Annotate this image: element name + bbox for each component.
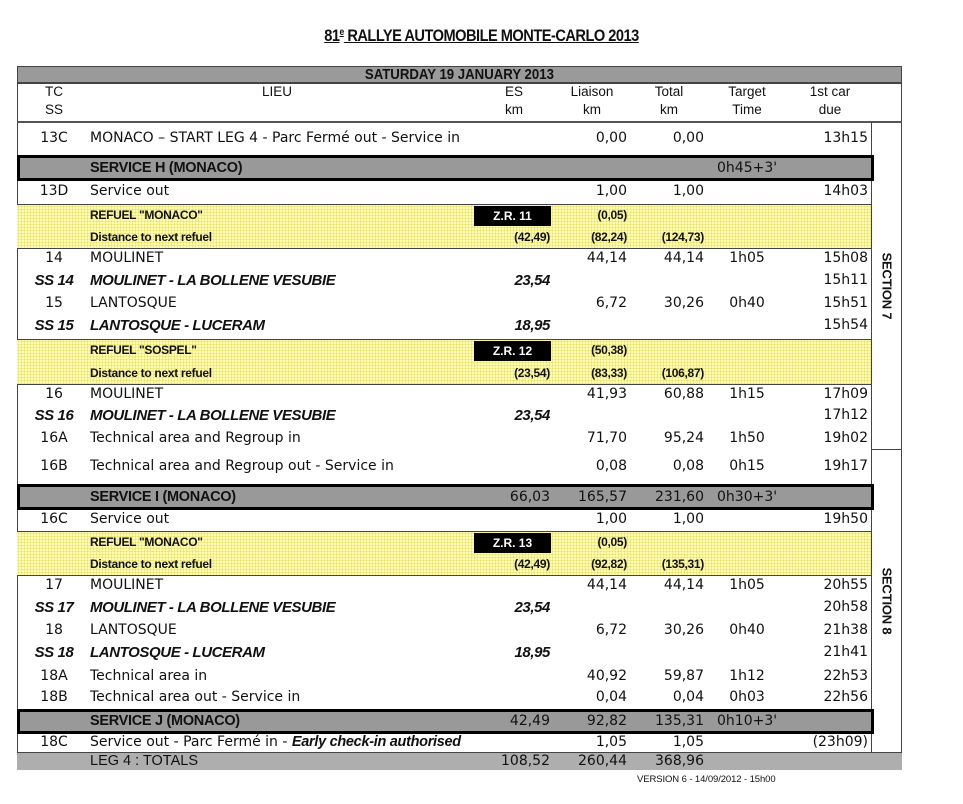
grand-total: 368,96	[655, 753, 704, 769]
target-cell: 0h40	[729, 295, 765, 311]
total-cell: 44,14	[663, 250, 704, 266]
table-row-16A	[17, 430, 871, 452]
lieu-cell: MONACO – START LEG 4 - Parc Fermé out - Service in	[90, 130, 460, 146]
es-cell: (23,54)	[514, 366, 550, 380]
lieu-cell: Technical area in	[90, 668, 208, 684]
refuel-block-monaco-1	[17, 205, 871, 248]
col-first-car-due: 1st car due	[809, 84, 851, 117]
service-row-H	[17, 155, 874, 181]
stage-row-ss15	[17, 317, 871, 339]
tc-cell: 18A	[40, 668, 68, 684]
es-cell: (42,49)	[514, 557, 550, 571]
due-cell: 19h02	[823, 430, 868, 446]
title-superscript: e	[339, 27, 344, 38]
title-text: RALLYE AUTOMOBILE MONTE-CARLO 2013	[343, 26, 639, 45]
refuel-label: REFUEL "MONACO"	[90, 208, 203, 222]
zr-badge: Z.R. 13	[474, 533, 551, 553]
lieu-cell	[90, 734, 461, 750]
total-cell: 44,14	[663, 577, 704, 593]
liaison-cell: 44,14	[586, 250, 627, 266]
zr-liaison-cell: (50,38)	[591, 343, 627, 357]
early-checkin-note: Early check-in authorised	[291, 734, 461, 750]
tc-cell: 18B	[40, 689, 68, 705]
lieu-cell: MOULINET - LA BOLLENE VESUBIE	[90, 407, 336, 424]
target-cell: 0h40	[729, 622, 765, 638]
table-row-14	[17, 250, 871, 272]
lieu-cell: MOULINET - LA BOLLENE VESUBIE	[90, 272, 336, 289]
total-cell: 0,04	[672, 689, 704, 705]
total-cell: 1,05	[672, 734, 704, 750]
due-cell: 15h54	[823, 317, 868, 333]
zr-badge: Z.R. 12	[474, 341, 551, 361]
due-cell: 17h12	[823, 407, 868, 423]
col-target: Target Time	[728, 84, 766, 117]
total-cell: 59,87	[663, 668, 704, 684]
liaison-cell: 1,00	[595, 183, 627, 199]
day-header	[17, 66, 902, 84]
tc-cell: 18C	[40, 734, 68, 750]
total-cell: 1,00	[672, 183, 704, 199]
target-cell: 1h05	[729, 250, 765, 266]
lieu-cell: MOULINET	[90, 577, 164, 593]
liaison-cell: 71,70	[586, 430, 627, 446]
due-cell: 15h08	[823, 250, 868, 266]
col-total: Total km	[654, 84, 684, 117]
lieu-cell: MOULINET	[90, 250, 164, 266]
leg-totals-row	[17, 752, 902, 770]
total-cell: 95,24	[663, 430, 704, 446]
table-row-18C	[17, 734, 871, 752]
lieu-cell: MOULINET	[90, 386, 164, 402]
es-cell: 23,54	[514, 407, 550, 424]
section-8-label: SECTION 8	[879, 567, 895, 635]
day-header-text: SATURDAY 19 JANUARY 2013	[364, 66, 555, 83]
target-cell: 0h30+3'	[717, 489, 778, 505]
total-cell: 135,31	[655, 713, 704, 729]
section-8-box	[871, 449, 902, 752]
distance-label: Distance to next refuel	[90, 230, 212, 244]
tc-cell: 18	[45, 622, 63, 638]
stage-row-ss14	[17, 272, 871, 294]
total-cell: 0,00	[672, 130, 704, 146]
total-cell: 0,08	[672, 458, 704, 474]
liaison-cell: 0,04	[595, 689, 627, 705]
lieu-cell: LANTOSQUE - LUCERAM	[90, 644, 265, 661]
zr-badge: Z.R. 11	[474, 206, 551, 226]
es-cell: 18,95	[514, 644, 550, 661]
es-cell: (42,49)	[514, 230, 550, 244]
refuel-label: REFUEL "MONACO"	[90, 535, 203, 549]
total-cell: (106,87)	[661, 366, 704, 380]
total-cell: (124,73)	[661, 230, 704, 244]
lieu-cell: Service out	[90, 183, 170, 199]
es-cell: 23,54	[514, 599, 550, 616]
col-lieu: LIEU	[261, 84, 292, 99]
total-cell: 231,60	[655, 489, 704, 505]
stage-row-ss17	[17, 599, 871, 621]
section-7-label: SECTION 7	[879, 252, 895, 319]
due-cell: 22h56	[823, 689, 868, 705]
es-cell: 23,54	[514, 272, 550, 289]
table-row-18A	[17, 668, 871, 689]
tc-cell: 13D	[39, 183, 69, 199]
total-cell: (135,31)	[661, 557, 704, 571]
tc-cell: SS 16	[34, 407, 74, 424]
liaison-cell: 0,00	[595, 130, 627, 146]
tc-cell: 16	[45, 386, 63, 402]
liaison-cell: 0,08	[595, 458, 627, 474]
version-footer: VERSION 6 - 14/09/2012 - 15h00	[637, 774, 776, 785]
zr-liaison-cell: (0,05)	[597, 535, 627, 549]
target-cell: 1h15	[729, 386, 765, 402]
due-cell: 15h11	[823, 272, 868, 288]
tc-cell: SS 18	[34, 644, 74, 661]
refuel-block-sospel	[17, 340, 871, 384]
due-cell: 20h58	[823, 599, 868, 615]
zr-liaison-cell: (0,05)	[597, 208, 627, 222]
row-divider	[17, 575, 871, 576]
liaison-cell: 92,82	[586, 713, 627, 729]
tc-cell: 16C	[40, 511, 68, 527]
lieu-cell: LANTOSQUE	[90, 622, 177, 638]
due-cell: 15h51	[823, 295, 868, 311]
due-cell: 22h53	[823, 668, 868, 684]
liaison-cell: (92,82)	[591, 557, 627, 571]
total-cell: 60,88	[663, 386, 704, 402]
total-cell: 30,26	[663, 622, 704, 638]
due-cell: 21h38	[823, 622, 868, 638]
stage-row-ss18	[17, 644, 871, 666]
refuel-block-monaco-2	[17, 532, 871, 575]
liaison-cell: 1,05	[595, 734, 627, 750]
tc-cell: SS 14	[34, 272, 74, 289]
due-cell: 14h03	[823, 183, 868, 199]
es-cell: 18,95	[514, 317, 550, 334]
liaison-cell: 40,92	[586, 668, 627, 684]
lieu-cell: SERVICE I (MONACO)	[90, 489, 236, 505]
due-cell: 21h41	[823, 644, 868, 660]
table-row-15	[17, 295, 871, 317]
totals-label: LEG 4 : TOTALS	[90, 753, 198, 769]
lieu-cell: LANTOSQUE - LUCERAM	[90, 317, 265, 334]
liaison-cell: 165,57	[578, 489, 627, 505]
service-row-J	[17, 709, 874, 734]
row-divider	[17, 248, 871, 249]
table-row-18B	[17, 689, 871, 710]
section-7-box	[871, 122, 902, 449]
tc-cell: 16B	[40, 458, 68, 474]
tc-cell: 13C	[40, 130, 68, 146]
lieu-cell: Technical area out - Service in	[90, 689, 301, 705]
liaison-cell: (82,24)	[591, 230, 627, 244]
liaison-cell: 6,72	[595, 295, 627, 311]
es-total: 108,52	[501, 753, 550, 769]
tc-cell: SS 15	[34, 317, 74, 334]
target-cell: 1h12	[729, 668, 765, 684]
table-row-13D	[17, 183, 871, 204]
document-title	[67, 26, 895, 46]
liaison-cell: 6,72	[595, 622, 627, 638]
row-divider	[17, 384, 871, 385]
table-row-17	[17, 577, 871, 599]
liaison-cell: 44,14	[586, 577, 627, 593]
table-row-16	[17, 386, 871, 407]
title-prefix: 81	[324, 26, 340, 45]
lieu-cell: Technical area and Regroup in	[90, 430, 301, 446]
service-row-I	[17, 484, 874, 510]
due-cell: 13h15	[823, 130, 868, 146]
target-cell: 0h45+3'	[717, 160, 778, 176]
due-cell: (23h09)	[812, 734, 868, 750]
due-cell: 20h55	[823, 577, 868, 593]
due-cell: 19h17	[823, 458, 868, 474]
target-cell: 0h10+3'	[717, 713, 778, 729]
target-cell: 0h15	[729, 458, 765, 474]
total-cell: 1,00	[672, 511, 704, 527]
table-row-16B	[17, 458, 871, 480]
col-es: ES km	[504, 84, 523, 117]
stage-row-ss16	[17, 407, 871, 429]
liaison-total: 260,44	[578, 753, 627, 769]
lieu-cell: SERVICE H (MONACO)	[90, 160, 243, 176]
refuel-label: REFUEL "SOSPEL"	[90, 343, 197, 357]
table-row-18	[17, 622, 871, 644]
lieu-cell: LANTOSQUE	[90, 295, 177, 311]
tc-cell: 16A	[40, 430, 68, 446]
due-cell: 19h50	[823, 511, 868, 527]
liaison-cell: 1,00	[595, 511, 627, 527]
liaison-cell: (83,33)	[591, 366, 627, 380]
distance-label: Distance to next refuel	[90, 557, 212, 571]
table-row-13C	[17, 130, 871, 152]
tc-cell: 17	[45, 577, 63, 593]
es-cell: 66,03	[509, 489, 550, 505]
lieu-text: Service out - Parc Fermé in -	[90, 734, 292, 750]
tc-cell: SS 17	[34, 599, 74, 616]
total-cell: 30,26	[663, 295, 704, 311]
tc-cell: 15	[45, 295, 63, 311]
target-cell: 1h50	[729, 430, 765, 446]
lieu-cell: Technical area and Regroup out - Service in	[90, 458, 394, 474]
distance-label: Distance to next refuel	[90, 366, 212, 380]
es-cell: 42,49	[509, 713, 550, 729]
lieu-cell: SERVICE J (MONACO)	[90, 713, 240, 729]
due-cell: 17h09	[823, 386, 868, 402]
col-tc: TC SS	[44, 84, 63, 117]
col-liaison: Liaison km	[570, 84, 614, 117]
target-cell: 0h03	[729, 689, 765, 705]
lieu-cell: Service out	[90, 511, 170, 527]
lieu-cell: MOULINET - LA BOLLENE VESUBIE	[90, 599, 336, 616]
column-header	[17, 83, 902, 123]
tc-cell: 14	[45, 250, 63, 266]
target-cell: 1h05	[729, 577, 765, 593]
table-row-16C	[17, 511, 871, 532]
liaison-cell: 41,93	[586, 386, 627, 402]
